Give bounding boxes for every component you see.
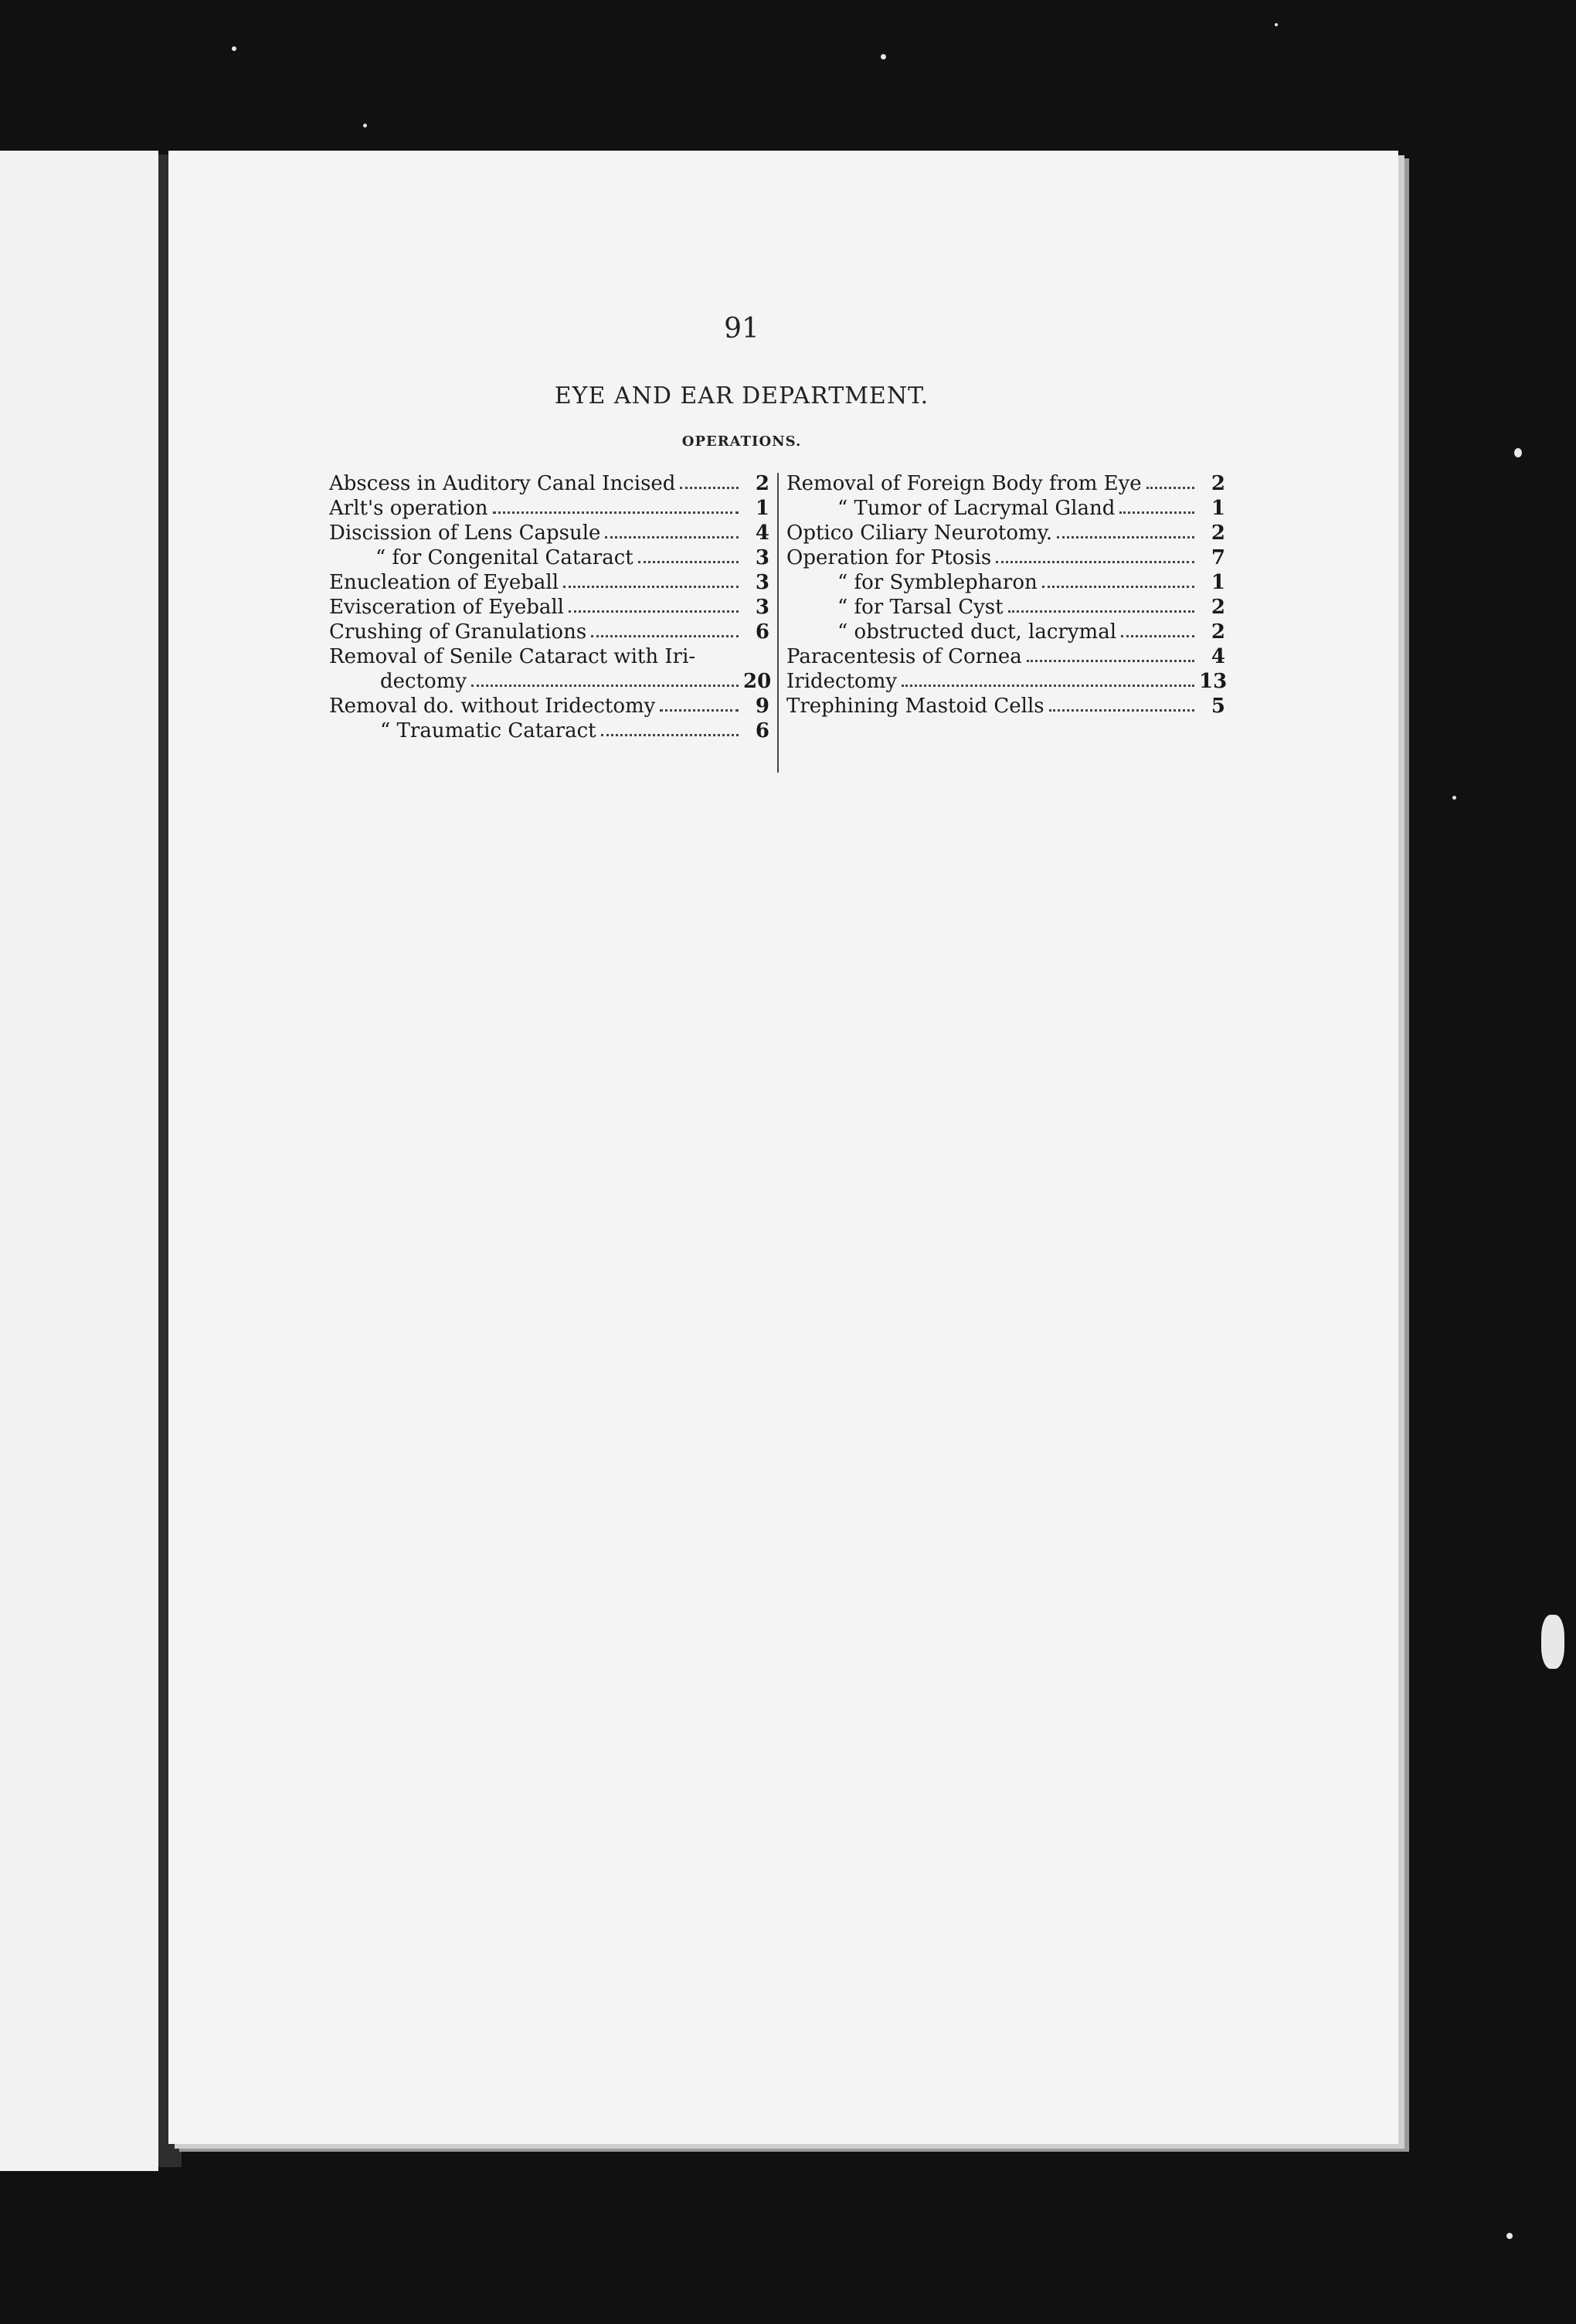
dot-leader [680,487,739,489]
dot-leader [660,709,739,712]
dot-leader [902,685,1194,687]
operations-list-right [786,471,1228,719]
dot-leader [605,536,739,539]
operation-count: 9 [755,695,769,718]
film-speck [1506,2233,1513,2239]
dot-leader [1008,610,1194,613]
film-speck [232,46,236,51]
facing-page-edge [0,151,158,2171]
operation-label: “ Tumor of Lacrymal Gland [837,497,1116,520]
operation-count: 2 [1211,472,1225,495]
operation-count: 2 [1211,596,1225,619]
department-title: EYE AND EAR DEPARTMENT. [554,382,929,409]
operation-count: 3 [755,596,769,619]
operation-label: “ for Symblepharon [837,571,1038,594]
operation-label: dectomy [380,670,467,693]
operation-count: 13 [1199,670,1228,693]
operation-count: 1 [1211,497,1225,520]
operation-label: Evisceration of Eyeball [329,596,565,619]
operation-count: 1 [755,497,769,520]
operation-label: Removal of Foreign Body from Eye [786,472,1142,495]
column-divider [777,473,779,773]
dot-leader [493,511,739,514]
operation-label: Abscess in Auditory Canal Incised [329,472,676,495]
operation-label: Arlt's operation [329,497,488,520]
operations-list-left [329,471,772,743]
operation-label: Paracentesis of Cornea [786,645,1022,668]
operation-label: Discission of Lens Capsule [329,522,601,545]
dot-leader [1027,660,1194,662]
operations-heading: OPERATIONS. [681,433,802,450]
list-item [329,545,769,570]
film-speck [1275,23,1278,26]
operation-label: Removal do. without Iridectomy [329,695,656,718]
dot-leader [569,610,739,613]
dot-leader [1119,511,1194,514]
dot-leader [591,635,739,637]
film-speck [363,124,367,127]
operation-label: Enucleation of Eyeball [329,571,559,594]
dot-leader [1049,709,1194,712]
operation-label: Crushing of Granulations [329,620,587,644]
operation-count: 1 [1211,571,1225,594]
operation-count: 2 [1211,522,1225,545]
operation-label: Trephining Mastoid Cells [786,695,1044,718]
list-item [786,570,1225,595]
operation-label: “ for Tarsal Cyst [837,596,1004,619]
operation-count: 6 [755,620,769,644]
page-number: 91 [724,313,759,345]
operation-label: “ obstructed duct, lacrymal [837,620,1117,644]
dot-leader [638,561,739,563]
list-item [786,496,1225,521]
dot-leader [1057,536,1194,539]
list-item [786,694,1225,719]
list-item [329,595,769,620]
operation-count: 4 [1211,645,1225,668]
operation-label: “ Traumatic Cataract [380,719,596,742]
dot-leader [1042,586,1194,588]
dot-leader [1146,487,1194,489]
list-item [329,719,769,743]
list-item [329,521,769,545]
film-speck [1541,1615,1564,1669]
list-item [786,620,1225,644]
operation-label: Operation for Ptosis [786,546,992,569]
list-item [329,570,769,595]
dot-leader [471,685,739,687]
list-item [786,545,1225,570]
dot-leader [601,734,739,736]
list-item [329,620,769,644]
operation-count: 4 [755,522,769,545]
list-item [329,694,769,719]
dot-leader [563,586,739,588]
dot-leader [996,561,1194,563]
operation-count: 3 [755,571,769,594]
dot-leader [1121,635,1194,637]
film-speck [1514,448,1522,457]
list-item [786,669,1228,694]
list-item [786,471,1225,496]
operation-count: 2 [755,472,769,495]
operation-label: “ for Congenital Cataract [375,546,633,569]
list-item [786,521,1225,545]
operation-label: Removal of Senile Cataract with Iri- [329,645,696,668]
operation-label: Optico Ciliary Neurotomy. [786,522,1053,545]
operation-count: 20 [743,670,772,693]
list-item [329,644,769,669]
operation-count: 3 [755,546,769,569]
operation-count: 7 [1211,546,1225,569]
operation-count: 6 [755,719,769,742]
document-page [168,151,1398,2144]
list-item [329,669,772,694]
list-item [786,595,1225,620]
film-speck [881,54,886,59]
operation-count: 5 [1211,695,1225,718]
operation-count: 2 [1211,620,1225,644]
list-item [329,471,769,496]
list-item [329,496,769,521]
list-item [786,644,1225,669]
film-speck [1452,796,1456,800]
operation-label: Iridectomy [786,670,898,693]
